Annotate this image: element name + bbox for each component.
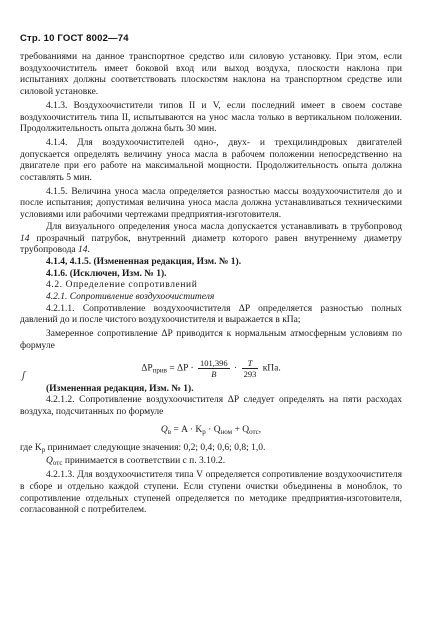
paragraph-reduction: Замеренное сопротивление ΔP приводится к нормальным атмосферным условиям по формуле (20, 329, 402, 351)
paragraph-q-ots (20, 456, 402, 470)
formula2-lhs-sub: в (167, 427, 172, 436)
formula2-part3: + Q (234, 424, 250, 435)
formula1-lhs: ΔP (141, 363, 153, 374)
formula2-k-sub: р (202, 427, 206, 436)
paragraph-4-2-1-2: 4.2.1.2. Сопротивление воздухоочистителя ΔP следует определять на пяти расходах воздуха, подсчитанных по формуле (20, 395, 402, 417)
formula-reduced-resistance (20, 358, 402, 379)
formula2-q2-sub: отс (249, 427, 259, 436)
formula1-unit: кПа. (262, 363, 281, 374)
paragraph-4-2-1-1: 4.2.1.1. Сопротивление воздухоочистителя ΔP определяется разностью полных давлений до и после чистого воздухоочистителя и выражается в кПа; (20, 303, 402, 326)
amendment-note-2: (Измененная редакция, Изм. № 1). (46, 383, 194, 394)
paragraph-intro: требованиями на данное транспортное средство или силовую установку. При этом, если воздухоочиститель имеет боковой вход или выход воздуха, плоскости наклона при испытаниях должны соответствовать плоскостям наклона на транспортном средстве или силовой установке. (20, 52, 402, 98)
formula1-dot: · (234, 363, 238, 374)
paragraph-where-k (20, 443, 402, 457)
formula-air-flow (20, 424, 402, 438)
qots-sub: отс (52, 459, 63, 468)
paragraph-4-2-1-3: 4.2.1.3. Для воздухоочистителя типа V определяется сопротивление воздухоочистителя в сборе и отдельно каждой ступени. Если ступени очистки объединены в моноблок, то сопротивление отдельных ступеней определяется по методике предприятия-изготовителя, согласованной с потребителем. (20, 470, 402, 516)
formula1-eq: = ΔP · (169, 363, 194, 374)
where-values: принимает следующие значения: 0,2; 0,4; 0,6; 0,8; 1,0. (47, 442, 266, 453)
running-header: Стр. 10 ГОСТ 8002—74 (20, 33, 129, 44)
visual-text-2: прозрачный патрубок, внутренний диаметр которого равен внутреннему диаметру трубопровода (20, 233, 402, 256)
paragraph-4-1-6: 4.1.6. (Исключен, Изм. № 1). (46, 268, 167, 279)
margin-mark: ʃ (22, 369, 26, 381)
paragraph-4-1-3: 4.1.3. Воздухоочистители типов II и V, если последний имеет в своем составе воздухоочиститель типа II, испытываются на унос масла только в вертикальном положении. Продолжительность опыта должна быть 30 мин. (20, 100, 402, 135)
formula1-frac1-denominator: B (211, 368, 217, 379)
formula2-lhs: Q (160, 424, 168, 435)
formula1-fraction-pressure (198, 358, 230, 379)
formula1-lhs-sub: прив (152, 366, 167, 375)
formula1-fraction-temperature (242, 358, 259, 379)
formula2-part2: · Q (208, 424, 221, 435)
formula2-q-sub: ном (220, 427, 233, 436)
where-sub: р (41, 445, 46, 454)
paragraph-4-1-4: 4.1.4. Для воздухоочистителей одно-, двух- и трехцилиндровых двигателей допускается определять величину уноса масла в рабочем положении непосредственно на двигателе при его работе на максимальной мощности. Продолжительность опыта должна составлять 5 мин. (20, 137, 402, 184)
qots-text: принимается в соответствии с п. 3.10.2. (64, 456, 226, 467)
formula2-part1: = A · K (173, 424, 203, 435)
where-text: где K (20, 442, 42, 453)
section-heading-4-2: 4.2. Определение сопротивлений (46, 280, 198, 291)
amendment-note-1: 4.1.4, 4.1.5. (Измененная редакция, Изм. № 1). (46, 256, 242, 267)
formula1-frac2-numerator: T (242, 358, 259, 369)
formula2-end: , (258, 424, 262, 435)
qots-symbol: Q (46, 456, 53, 467)
formula1-frac2-denominator: 293 (243, 368, 257, 379)
paragraph-visual-check (20, 222, 402, 257)
visual-text-end: . (87, 245, 90, 256)
subsection-heading-4-2-1: 4.2.1. Сопротивление воздухоочистителя (46, 292, 215, 303)
visual-ref-1: 14 (20, 233, 30, 244)
visual-text-1: Для визуального определения уноса масла допускается устанавливать в трубопровод (46, 221, 402, 232)
page-body (20, 52, 402, 517)
visual-ref-2: 14 (78, 245, 88, 256)
paragraph-4-1-5: 4.1.5. Величина уноса масла определяется разностью массы воздухоочистителя до и после испытания; допустимая величина уноса масла должна устанавливаться техническими условиями или рабочими чертежами предприятия-изготовителя. (20, 186, 402, 221)
formula1-frac1-numerator: 101,396 (200, 357, 228, 368)
